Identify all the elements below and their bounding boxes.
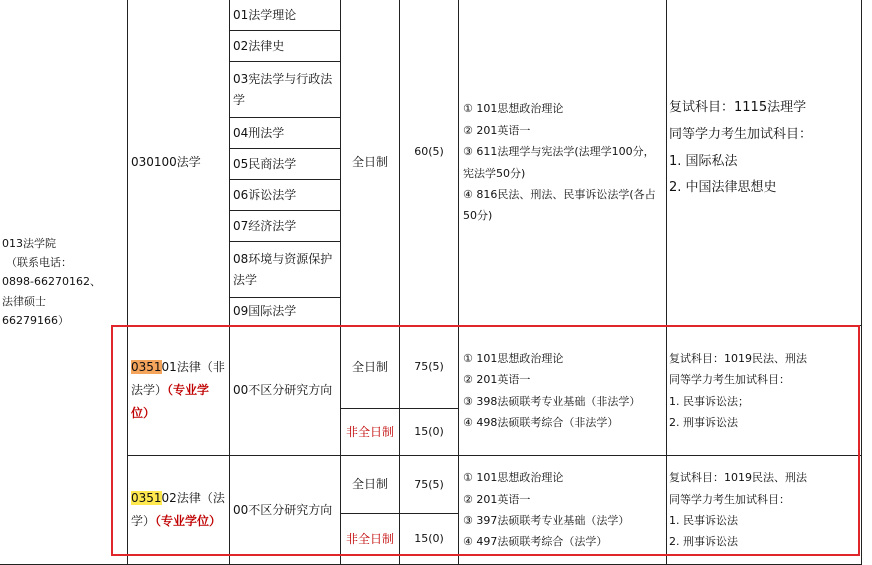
professional-degree-tag: （专业学位） — [131, 383, 210, 420]
direction-06: 06诉讼法学 — [229, 179, 341, 211]
retest-subject: 复试科目：1115法理学 — [669, 100, 807, 116]
direction-09: 09国际法学 — [229, 297, 341, 326]
mode-fulltime-jm-nonlaw: 全日制 — [340, 325, 400, 409]
quota-parttime-jm-law: 15(0) — [399, 513, 459, 565]
retest-law — [666, 0, 862, 326]
direction-jm-law: 00不区分研究方向 — [229, 455, 341, 565]
major-name: 030100法学 — [131, 155, 201, 169]
exam-3: ③ 611法理学与宪法学(法理学100分，宪法学50分) — [463, 145, 655, 180]
college-name: 013法学院 — [2, 236, 56, 250]
direction-03: 03宪法学与行政法学 — [229, 61, 341, 118]
college-jm-phone: 66279166） — [2, 313, 69, 327]
mode-parttime-jm-law: 非全日制 — [340, 513, 400, 565]
quota-fulltime-jm-nonlaw: 75(5) — [399, 325, 459, 409]
retest-extra-2: 2. 中国法律思想史 — [669, 180, 777, 196]
exam-2: ② 201英语一 — [463, 123, 531, 137]
major-code-name: 02法律（法学） — [131, 491, 225, 528]
direction-jm-nonlaw: 00不区分研究方向 — [229, 325, 341, 456]
direction-07: 07经济法学 — [229, 210, 341, 242]
quota-fulltime-jm-law: 75(5) — [399, 455, 459, 514]
retest-jm-law: 复试科目：1019民法、刑法 同等学力考生加试科目： 1. 民事诉讼法 2. 刑事诉讼法 — [666, 455, 862, 565]
direction-08: 08环境与资源保护法学 — [229, 241, 341, 298]
exam-subjects-jm-nonlaw: ① 101思想政治理论 ② 201英语一 ③ 398法硕联考专业基础（非法学） ④ 498法硕联考综合（非法学） — [458, 325, 667, 456]
college-jm-label: 法律硕士 — [2, 294, 46, 308]
college-cell — [0, 0, 128, 565]
professional-degree-tag: （专业学位） — [155, 514, 222, 528]
mode-fulltime-jm-law: 全日制 — [340, 455, 400, 514]
study-mode-law: 全日制 — [340, 0, 400, 326]
major-code-highlight: 0351 — [131, 491, 162, 506]
retest-extra-label: 同等学力考生加试科目： — [669, 126, 813, 142]
direction-02: 02法律史 — [229, 30, 341, 62]
direction-05: 05民商法学 — [229, 148, 341, 180]
quota-law: 60(5) — [399, 0, 459, 326]
major-cell-jm-law — [127, 455, 230, 565]
major-cell-law — [127, 0, 230, 326]
mode-parttime-jm-nonlaw: 非全日制 — [340, 408, 400, 456]
college-phone: 0898-66270162、 — [2, 275, 101, 289]
retest-jm-nonlaw: 复试科目：1019民法、刑法 同等学力考生加试科目： 1. 民事诉讼法； 2. 刑事诉讼法 — [666, 325, 862, 456]
college-phone-label: （联系电话： — [6, 256, 72, 270]
major-cell-jm-nonlaw — [127, 325, 230, 456]
retest-extra-1: 1. 国际私法 — [669, 153, 738, 169]
exam-1: ① 101思想政治理论 — [463, 102, 564, 116]
exam-subjects-jm-law: ① 101思想政治理论 ② 201英语一 ③ 397法硕联考专业基础（法学） ④ 497法硕联考综合（法学） — [458, 455, 667, 565]
major-code-highlight: 0351 — [131, 360, 162, 375]
direction-04: 04刑法学 — [229, 117, 341, 149]
direction-01: 01法学理论 — [229, 0, 341, 31]
quota-parttime-jm-nonlaw: 15(0) — [399, 408, 459, 456]
exam-subjects-law — [458, 0, 667, 326]
exam-4: ④ 816民法、刑法、民事诉讼法学(各占50分) — [463, 187, 656, 223]
major-code-name: 01法律（非法学） — [131, 360, 225, 398]
